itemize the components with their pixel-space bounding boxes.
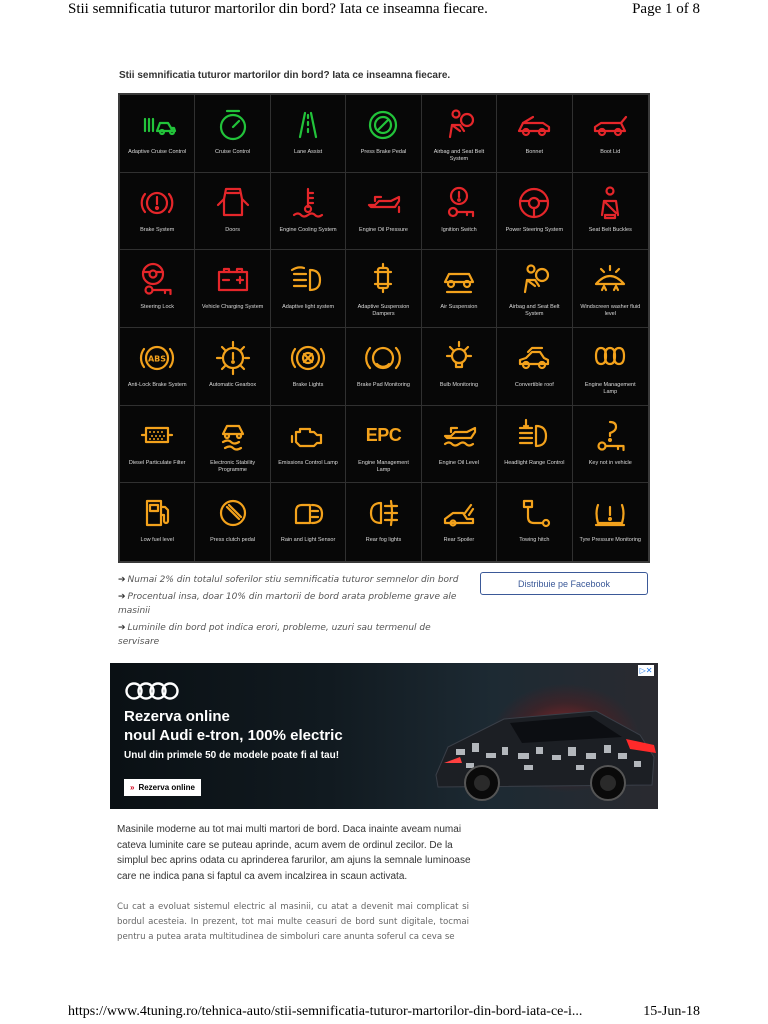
warning-light-label: Towing hitch (519, 537, 550, 544)
warning-light-label: Electronic Stability Programme (210, 459, 256, 473)
warning-light-cell (422, 250, 497, 328)
warning-light-label: Automatic Gearbox (209, 381, 257, 388)
brake-pad-icon (363, 338, 403, 378)
warning-light-label: Air Suspension (440, 304, 478, 311)
warning-light-label: Anti-Lock Brake System (127, 381, 187, 388)
brake-lights-icon (288, 338, 328, 378)
article-title: Stii semnificatia tuturor martorilor din bord? Iata ce inseamna fiecare. (119, 70, 451, 81)
rain-light-sensor-icon (288, 493, 328, 533)
warning-light-cell (195, 483, 270, 561)
steering-lock-icon (137, 260, 177, 300)
headlight-range-icon (514, 416, 554, 456)
warning-light-cell (120, 173, 195, 251)
warning-light-label: Rain and Light Sensor (280, 537, 336, 544)
key-fact-item (118, 621, 473, 649)
warning-light-cell (573, 328, 648, 406)
gearbox-icon (213, 338, 253, 378)
warning-light-label: Ignition Switch (441, 226, 477, 233)
warning-light-label: Airbag and Seat Belt System (433, 149, 485, 162)
convertible-roof-icon (514, 338, 554, 378)
warning-light-cell (271, 173, 346, 251)
warning-light-cell (120, 483, 195, 561)
warning-light-label: Seat Belt Buckles (588, 226, 632, 233)
warning-light-cell (422, 483, 497, 561)
warning-light-cell (422, 328, 497, 406)
print-header-page-number: Page 1 of 8 (632, 1, 700, 17)
key-facts-list (118, 573, 473, 652)
cruise-control-icon (213, 105, 253, 145)
warning-light-label: Engine Oil Pressure (359, 226, 408, 233)
warning-lights-grid (118, 93, 650, 563)
warning-light-label: Key not in vehicle (588, 459, 632, 466)
warning-light-cell (195, 95, 270, 173)
print-header (0, 0, 768, 24)
key-missing-icon (590, 416, 630, 456)
warning-light-label: Adaptive Cruise Control (128, 149, 187, 155)
adchoices-icon[interactable]: ▷✕ (639, 666, 653, 675)
warning-light-cell (120, 406, 195, 484)
warning-light-cell (346, 173, 421, 251)
warning-light-label: Press Brake Pedal (360, 149, 407, 155)
adaptive-light-icon (288, 260, 328, 300)
warning-light-label: Steering Lock (140, 304, 175, 311)
warning-light-cell (422, 406, 497, 484)
air-suspension-icon (439, 260, 479, 300)
warning-light-cell (195, 406, 270, 484)
bulb-monitoring-icon (439, 338, 479, 378)
arrow-icon: ➔ (118, 592, 126, 602)
battery-icon (213, 260, 253, 300)
warning-light-cell (497, 173, 572, 251)
warning-light-cell (271, 328, 346, 406)
warning-light-label: Low fuel level (140, 537, 174, 544)
fuel-icon (137, 493, 177, 533)
ad-tagline: Unul din primele 50 de modele poate fi al tau! (124, 750, 340, 761)
adaptive-cruise-icon (137, 105, 177, 145)
warning-light-label: Power Steering System (505, 226, 564, 233)
press-brake-icon (363, 105, 403, 145)
oil-pressure-icon (363, 183, 403, 223)
warning-light-cell (195, 173, 270, 251)
airbag-icon (439, 105, 479, 145)
warning-light-cell (497, 483, 572, 561)
epc-icon (363, 416, 403, 456)
audi-logo-icon (124, 680, 180, 702)
clutch-icon (213, 493, 253, 533)
warning-light-label: Emissions Control Lamp (278, 459, 338, 466)
warning-light-label: Diesel Particulate Filter (128, 459, 186, 466)
boot-lid-icon (590, 105, 630, 145)
warning-light-cell (497, 406, 572, 484)
print-footer (0, 1000, 768, 1024)
warning-light-label: Rear fog lights (365, 537, 402, 544)
key-fact-item (118, 590, 473, 618)
warning-light-label: Adaptive light system (282, 304, 335, 311)
warning-light-label: Rear Spoiler (443, 537, 475, 544)
warning-light-cell (120, 328, 195, 406)
warning-light-label: Boot Lid (600, 149, 621, 155)
doors-icon (213, 183, 253, 223)
seat-belt-icon (590, 183, 630, 223)
particulate-filter-icon (137, 416, 177, 456)
warning-light-cell (573, 250, 648, 328)
warning-light-cell (497, 95, 572, 173)
warning-light-label: Vehicle Charging System (201, 304, 264, 311)
double-chevron-icon: » (130, 783, 135, 792)
warning-light-cell (346, 95, 421, 173)
stability-icon (213, 416, 253, 456)
warning-light-cell (195, 328, 270, 406)
tyre-pressure-icon (590, 493, 630, 533)
warning-light-label: Engine Management Lamp (584, 381, 636, 395)
engine-icon (288, 416, 328, 456)
warning-light-label: Windscreen washer fluid level (580, 304, 641, 318)
warning-light-label: Engine Management Lamp (358, 459, 409, 473)
glow-plug-icon (590, 338, 630, 378)
article-body-paragraph: Cu cat a evoluat sistemul electric al masinii, cu atat a devenit mai complicat si bordul acesteia. In prezent, tot mai multe ceasuri de bord sunt digitale, tocmai pentru a putea arata multitudinea de simboluri care anunta soferul ca ceva se (117, 902, 469, 942)
key-fact-text: Numai 2% din totalul soferilor stiu semnificatia tuturor semnelor din bord (127, 575, 459, 585)
warning-light-cell (497, 328, 572, 406)
ad-cta-label: Rezerva online (138, 783, 195, 792)
warning-light-label: Lane Assist (293, 149, 323, 155)
ad-headline: Rezerva online (124, 708, 230, 725)
warning-light-label: Engine Cooling System (279, 226, 337, 233)
warning-light-cell (422, 173, 497, 251)
audi-etron-car-image (426, 683, 658, 809)
bonnet-icon (514, 105, 554, 145)
warning-light-cell (271, 483, 346, 561)
warning-light-cell (120, 250, 195, 328)
print-header-title: Stii semnificatia tuturor martorilor din bord? Iata ce inseamna fiecare. (68, 1, 488, 17)
warning-light-cell (346, 483, 421, 561)
warning-light-label: Brake Lights (292, 381, 324, 388)
warning-light-cell (573, 95, 648, 173)
ignition-switch-icon (439, 183, 479, 223)
warning-light-label: Convertible roof (514, 381, 554, 388)
engine-cooling-icon (288, 183, 328, 223)
warning-light-label: Brake System (140, 226, 175, 233)
warning-light-label: Tyre Pressure Monitoring (579, 537, 641, 544)
warning-light-cell (422, 95, 497, 173)
share-facebook-button[interactable]: Distribuie pe Facebook (480, 572, 648, 595)
print-footer-url: https://www.4tuning.ro/tehnica-auto/stii-semnificatia-tuturor-martorilor-din-bord-iata-ce-i... (68, 1004, 583, 1019)
warning-light-cell (195, 250, 270, 328)
warning-light-cell (497, 250, 572, 328)
warning-light-label: Doors (225, 226, 240, 233)
warning-light-cell (120, 95, 195, 173)
warning-light-cell (271, 250, 346, 328)
arrow-icon: ➔ (118, 575, 126, 585)
warning-light-cell (346, 328, 421, 406)
warning-light-cell (346, 250, 421, 328)
article-lead-paragraph: Masinile moderne au tot mai multi martori de bord. Daca inainte aveam numai cateva luminite care se puteau aprinde, acum avem de ordinul zecilor. De la simplul bec aprins odata cu aprinderea farurilor, am ajuns la semnale luminoase care ne indica pana si faptul ca avem incalzirea in scaun activata. (117, 824, 471, 882)
abs-icon (137, 338, 177, 378)
ad-subheadline: noul Audi e-tron, 100% electric (124, 727, 343, 744)
rear-spoiler-icon (439, 493, 479, 533)
warning-light-label: Engine Oil Level (438, 459, 479, 466)
svg-text:ABS: ABS (148, 354, 167, 364)
washer-fluid-icon (590, 260, 630, 300)
key-fact-text: Luminile din bord pot indica erori, probleme, uzuri sau termenul de servisare (118, 623, 431, 647)
warning-light-label: Adaptive Suspension Dampers (357, 304, 410, 318)
warning-light-cell (573, 483, 648, 561)
warning-light-cell (271, 406, 346, 484)
print-footer-date: 15-Jun-18 (643, 1004, 700, 1019)
airbag-amber-icon (514, 260, 554, 300)
ad-cta-button[interactable] (124, 779, 201, 796)
rear-fog-icon (363, 493, 403, 533)
warning-light-label: Airbag and Seat Belt System (509, 304, 560, 318)
suspension-damper-icon (363, 260, 403, 300)
oil-level-icon (439, 416, 479, 456)
warning-light-cell (573, 406, 648, 484)
warning-light-cell (346, 406, 421, 484)
warning-light-label: Cruise Control (215, 149, 251, 155)
key-fact-text: Procentual insa, doar 10% din martorii de bord arata probleme grave ale masinii (118, 592, 457, 616)
warning-light-label: Press clutch pedal (210, 537, 256, 544)
audi-advertisement-banner[interactable] (110, 663, 658, 809)
epc-text: EPC (365, 425, 402, 446)
brake-system-icon (137, 183, 177, 223)
towing-hitch-icon (514, 493, 554, 533)
warning-light-cell (271, 95, 346, 173)
warning-light-cell (573, 173, 648, 251)
warning-light-label: Headlight Range Control (504, 459, 565, 466)
warning-light-label: Bulb Monitoring (439, 381, 479, 388)
warning-light-label: Brake Pad Monitoring (357, 381, 410, 388)
lane-assist-icon (288, 105, 328, 145)
power-steering-icon (514, 183, 554, 223)
key-fact-item (118, 573, 473, 587)
arrow-icon: ➔ (118, 623, 126, 633)
warning-light-label: Bonnet (525, 149, 544, 155)
